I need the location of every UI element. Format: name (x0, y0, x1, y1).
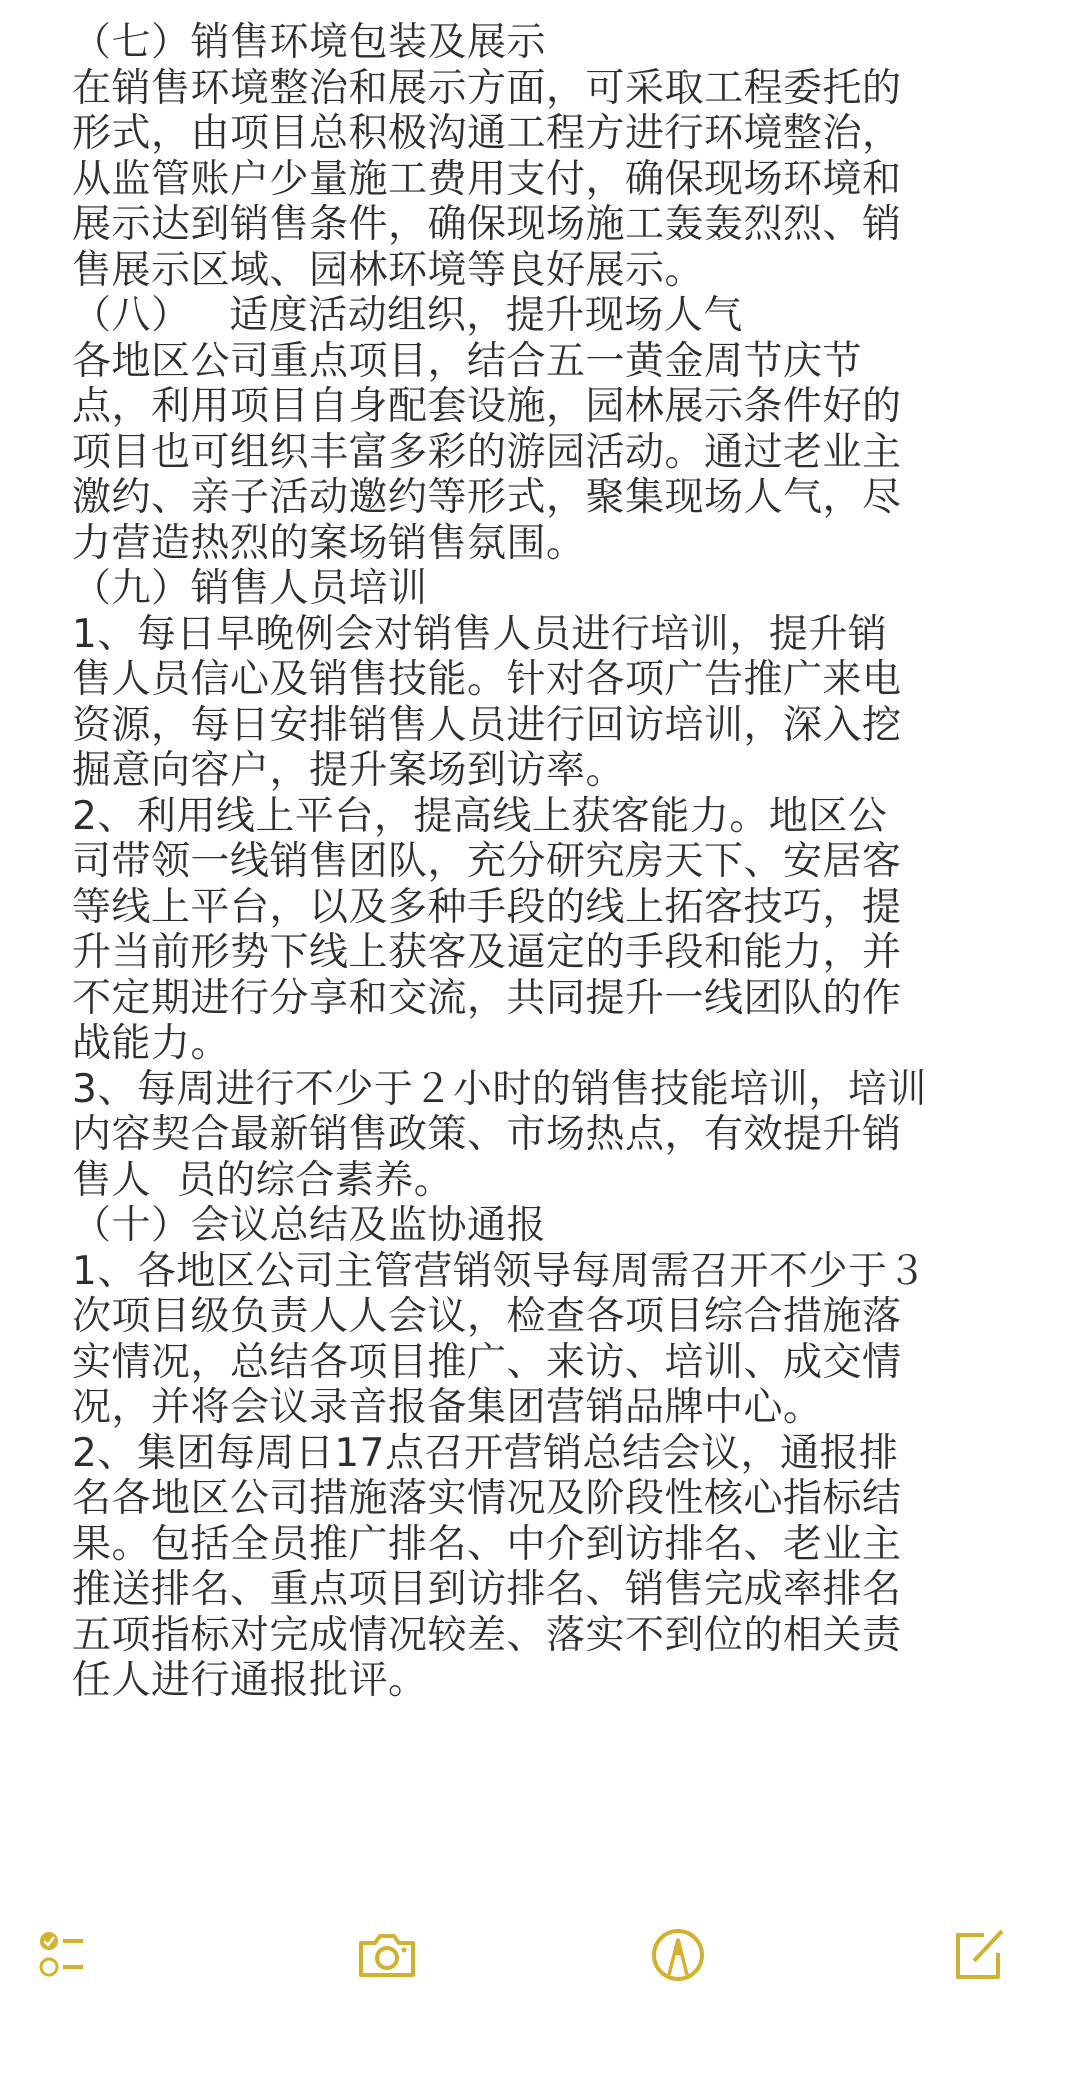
note-line: 点，利用项目自身配套设施，园林展示条件好的 (72, 384, 902, 429)
compose-icon (950, 1925, 1010, 1985)
note-line: 展示达到销售条件，确保现场施工轰轰烈烈、销 (72, 202, 902, 247)
note-body[interactable] (72, 20, 1062, 1704)
note-line: 司带领一线销售团队，充分研究房天下、安居客 (72, 839, 902, 884)
note-line: 形式，由项目总积极沟通工程方进行环境整治， (72, 111, 902, 156)
camera-button[interactable] (352, 1920, 422, 1990)
note-line: 力营造热烈的案场销售氛围。 (72, 520, 586, 566)
note-line: 等线上平台，以及多种手段的线上拓客技巧，提 (72, 884, 902, 930)
markup-button[interactable] (643, 1920, 713, 1990)
note-line: 况，并将会议录音报备集团营销品牌中心。 (72, 1385, 823, 1430)
note-line: 各地区公司重点项目，结合五一黄金周节庆节 (72, 338, 863, 384)
note-line: 1、每日早晚例会对销售人员进行培训，提升销 (72, 611, 888, 657)
note-line: 2、利用线上平台，提高线上获客能力。地区公 (72, 793, 888, 839)
camera-icon (355, 1925, 419, 1985)
note-line: 推送排名、重点项目到访排名、销售完成率排名 (72, 1567, 902, 1612)
bottom-toolbar (0, 1920, 1080, 2000)
note-line: 果。包括全员推广排名、中介到访排名、老业主 (72, 1521, 902, 1567)
note-line: 1、各地区公司主管营销领导每周需召开不少于３ (72, 1248, 927, 1294)
section-heading: （十）会议总结及监协通报 (72, 1203, 547, 1248)
checklist-icon (35, 1925, 95, 1985)
note-line: 任人进行通报批评。 (72, 1658, 428, 1703)
note-line: 实情况，总结各项目推广、来访、培训、成交情 (72, 1339, 902, 1385)
note-line: 售人员信心及销售技能。针对各项广告推广来电 (72, 657, 902, 702)
note-line: 资源，每日安排销售人员进行回访培训，深入挖 (72, 702, 902, 748)
section-heading: （九）销售人员培训 (72, 566, 428, 611)
note-line: 售人 员的综合素养。 (72, 1157, 454, 1203)
compose-button[interactable] (945, 1920, 1015, 1990)
note-line: 在销售环境整治和展示方面，可采取工程委托的 (72, 65, 902, 111)
note-line: 激约、亲子活动邀约等形式，聚集现场人气，尽 (72, 475, 902, 520)
note-line: 名各地区公司措施落实情况及阶段性核心指标结 (72, 1476, 902, 1521)
note-line: 掘意向容户，提升案场到访率。 (72, 748, 626, 793)
note-line: 项目也可组织丰富多彩的游园活动。通过老业主 (72, 429, 902, 475)
checklist-button[interactable] (30, 1920, 100, 1990)
note-line: 次项目级负责人人会议，检查各项目综合措施落 (72, 1294, 902, 1339)
note-line: 2、集团每周日17点召开营销总结会议，通报排 (72, 1430, 899, 1476)
section-heading: （七）销售环境包装及展示 (72, 20, 547, 65)
note-line: 不定期进行分享和交流，共同提升一线团队的作 (72, 975, 902, 1021)
note-line: 五项指标对完成情况较差、落实不到位的相关责 (72, 1612, 902, 1658)
note-line: 内容契合最新销售政策、市场热点，有效提升销 (72, 1112, 902, 1157)
markup-icon (648, 1925, 708, 1985)
note-line: 战能力。 (72, 1021, 231, 1066)
note-line: 从监管账户少量施工费用支付，确保现场环境和 (72, 156, 902, 202)
note-line: 升当前形势下线上获客及逼定的手段和能力，并 (72, 930, 902, 975)
note-line: 售展示区域、园林环境等良好展示。 (72, 247, 705, 293)
section-heading: （八） 适度活动组织，提升现场人气 (72, 293, 743, 338)
note-line: 3、每周进行不少于２小时的销售技能培训，培训 (72, 1066, 927, 1112)
